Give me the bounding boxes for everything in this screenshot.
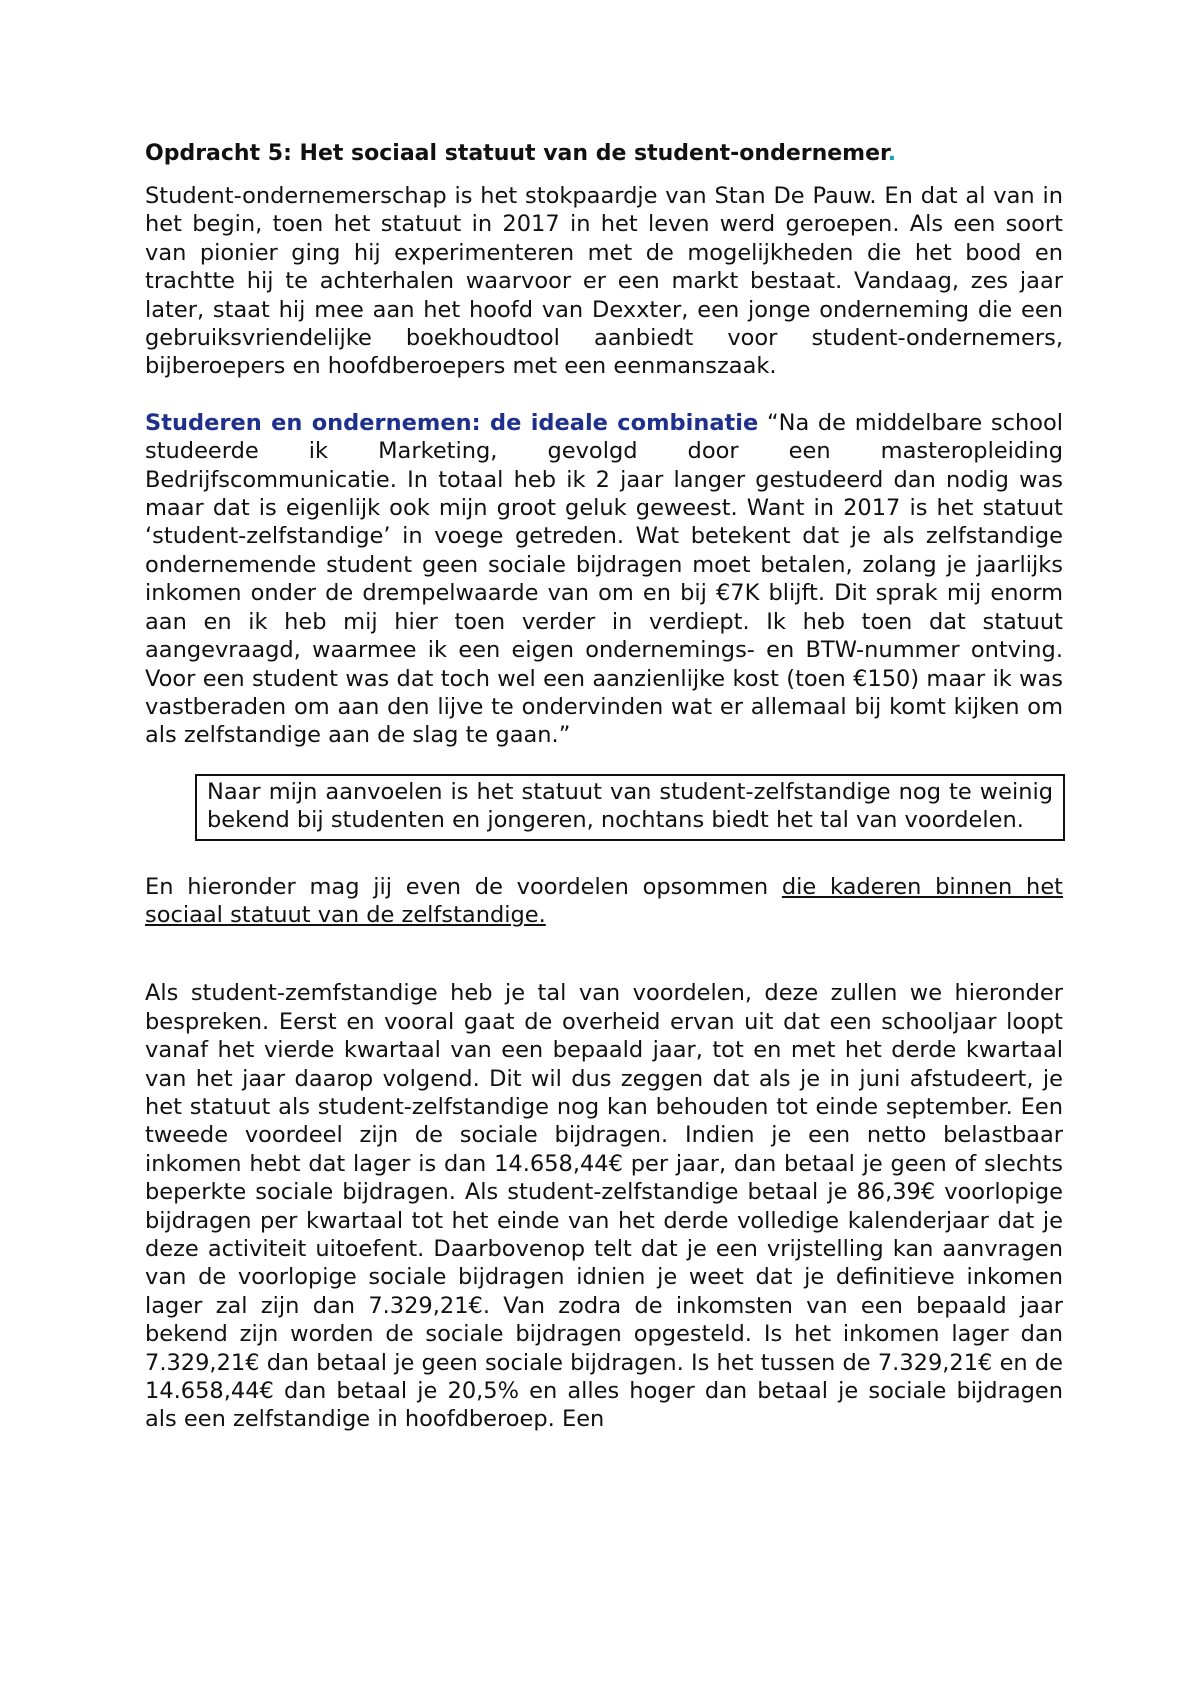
section-subheading: Studeren en ondernemen: de ideale combinatie [145, 409, 759, 436]
answer-paragraph: Als student-zemfstandige heb je tal van voordelen, deze zullen we hieronder bespreken. Eerst en vooral gaat de overheid ervan uit dat een schooljaar loopt vanaf het vierde kwartaal van een bepaald jaar, tot en met het derde kwartaal van het jaar daarop volgend. Dit wil dus zeggen dat als je in juni afstudeert, je het statuut als student-zelfstandige nog kan behouden tot einde september. Een tweede voordeel zijn de sociale bijdragen. Indien je een netto belastbaar inkomen hebt dat lager is dan 14.658,44€ per jaar, dan betaal je geen of slechts beperkte sociale bijdragen. Als student-zelfstandige betaal je 86,39€ voorlopige bijdragen per kwartaal tot het einde van het derde volledige kalenderjaar dat je deze activiteit uitoefent. Daarbovenop telt dat je een vrijstelling kan aanvragen van de voorlopige sociale bijdragen idnien je weet dat je definitieve inkomen lager zal zijn dan 7.329,21€. Van zodra de inkomsten van een bepaald jaar bekend zijn worden de sociale bijdragen opgesteld. Is het inkomen lager dan 7.329,21€ dan betaal je geen sociale bijdragen. Is het tussen de 7.329,21€ en de 14.658,44€ dan betaal je 20,5% en alles hoger dan betaal je sociale bijdragen als een zelfstandige in hoofdberoep. Een [145, 980, 1063, 1433]
highlight-box-text: Naar mijn aanvoelen is het statuut van student-zelfstandige nog te weinig bekend bij studenten en jongeren, nochtans biedt het tal van voordelen. [207, 778, 1053, 834]
assignment-instruction [145, 873, 1063, 930]
instruction-underlined: die kaderen binnen het sociaal statuut van de zelfstandige. [145, 873, 1063, 928]
heading-text: Opdracht 5: Het sociaal statuut van de student-ondernemer [145, 141, 888, 166]
instruction-text: En hieronder mag jij even de voordelen opsommen [145, 873, 782, 900]
interview-paragraph [145, 409, 1063, 750]
heading-dot: . [887, 141, 897, 166]
interview-quote: “Na de middelbare school studeerde ik Marketing, gevolgd door een masteropleiding Bedrijfscommunicatie. In totaal heb ik 2 jaar langer gestudeerd dan nodig was maar dat is eigenlijk ook mijn groot geluk geweest. Want in 2017 is het statuut ‘student-zelfstandige’ in voege getreden. Wat betekent dat je als zelfstandige ondernemende student geen sociale bijdragen moet betalen, zolang je jaarlijks inkomen onder de drempelwaarde van om en bij €7K blijft. Dit sprak mij enorm aan en ik heb mij hier toen verder in verdiept. Ik heb toen dat statuut aangevraagd, waarmee ik een eigen ondernemings- en BTW-nummer ontving. Voor een student was dat toch wel een aanzienlijke kost (toen €150) maar ik was vastberaden om aan den lijve te ondervinden wat er allemaal bij komt kijken om als zelfstandige aan de slag te gaan.” [145, 409, 1063, 749]
assignment-heading [145, 140, 1063, 168]
intro-paragraph: Student-ondernemerschap is het stokpaardje van Stan De Pauw. En dat al van in het begin, toen het statuut in 2017 in het leven werd geroepen. Als een soort van pionier ging hij experimenteren met de mogelijkheden die het bood en trachtte hij te achterhalen waarvoor er een markt bestaat. Vandaag, zes jaar later, staat hij mee aan het hoofd van Dexxter, een jonge onderneming die een gebruiksvriendelijke boekhoudtool aanbiedt voor student-ondernemers, bijberoepers en hoofdberoepers met een eenmanszaak. [145, 183, 1063, 380]
highlight-box [195, 774, 1065, 841]
document-content [145, 140, 1063, 1434]
